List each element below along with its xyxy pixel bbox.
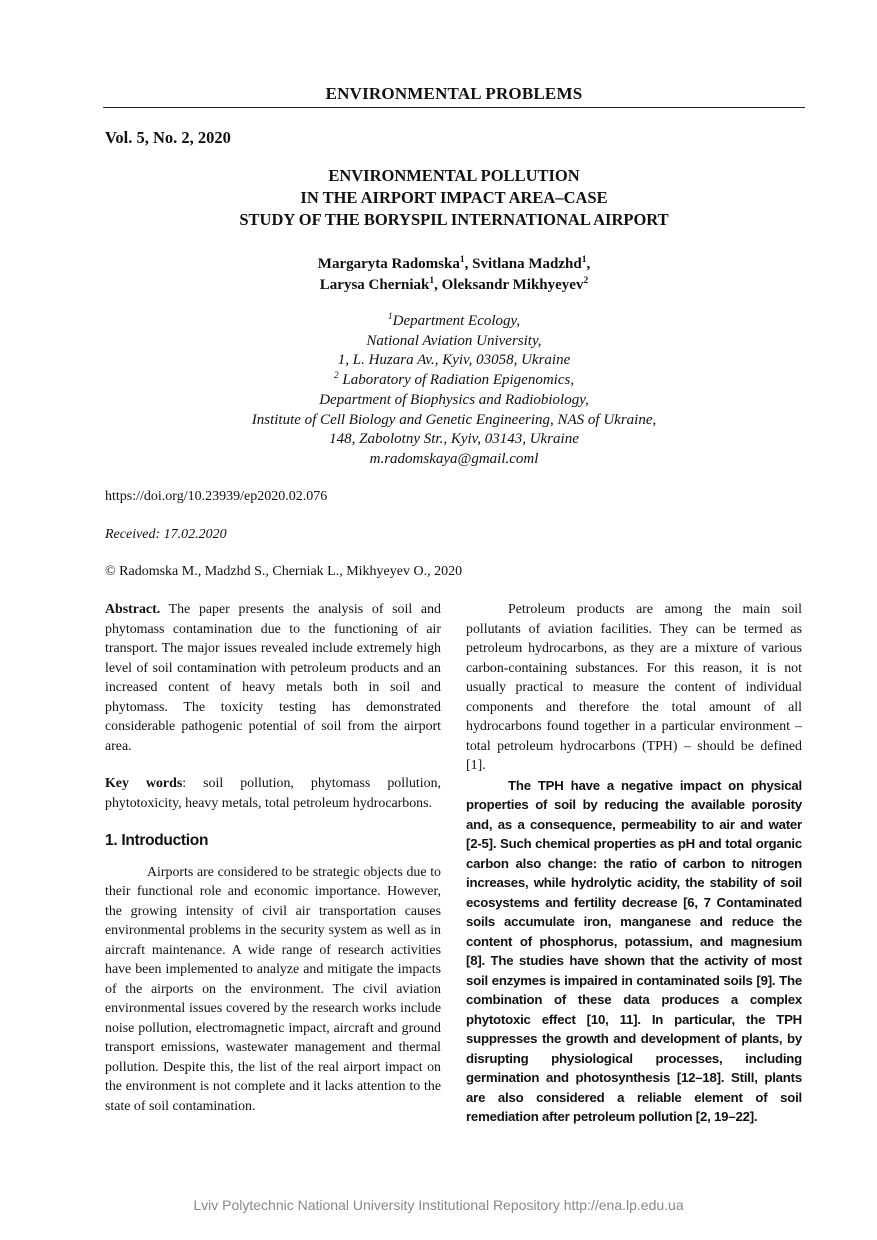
left-column [105, 600, 441, 1116]
affiliation-line: National Aviation University, [366, 332, 542, 349]
author-name: Svitlana Madzhd [472, 256, 582, 272]
paragraph: Petroleum products are among the main soil pollutants of aviation facilities. They can be termed as petroleum hydrocarbons, as they are a mixture of various carbon-containing substances. For this reason, it is not usually practical to measure the content of individual components and therefore the total amount of all hydrocarbons found together in a particular environment – total petroleum hydrocarbons (TPH) – should be defined [1]. [466, 602, 802, 773]
header-rule [103, 107, 805, 108]
paragraph: The TPH have a negative impact on physical properties of soil by reducing the available porosity and, as a consequence, permeability to air and water [2-5]. Such chemical properties as pH and total organic carbon also change: the ratio of carbon to nitrogen increases, while hydrolytic acidity, the stability of soil ecosystems and fertility decrease [6, 7 Contaminated soils accumulate iron, manganese and reduce the content of phosphorus, potassium, and magnesium [8]. The studies have shown that the activity of most soil enzymes is impaired in contaminated soils [9]. The combination of these data produces a complex phytotoxic effect [10, 11]. In particular, the TPH suppresses the growth and development of plants, by disrupting physiological processes, including germination and photosynthesis [12–18]. Still, plants are also considered a reliable element of soil remediation after petroleum pollution [2, 19–22]. [466, 777, 802, 1124]
author-name: Margaryta Radomska [317, 256, 460, 272]
affiliation-marker: 1 [581, 255, 587, 265]
title-line: ENVIRONMENTAL POLLUTION [328, 166, 580, 185]
abstract-label: Abstract. [105, 602, 161, 617]
affiliations [103, 312, 805, 470]
keywords [105, 774, 441, 813]
affiliation-marker: 2 [583, 276, 589, 286]
doi-link[interactable]: https://doi.org/10.23939/ep2020.02.076 [105, 489, 328, 504]
affiliation-marker: 2 [333, 371, 339, 382]
title-line: STUDY OF THE BORYSPIL INTERNATIONAL AIRPORT [239, 210, 669, 229]
author-list: Margaryta Radomska$^1$, Svitlana Madzhd$^1$, Larysa Cherniak$^1$, Oleksandr Mikhyeyev$^2$ [317, 255, 591, 293]
affiliation-marker: 1 [387, 312, 393, 322]
author-name: Oleksandr Mikhyeyev [441, 277, 584, 293]
affiliation-marker: 1 [459, 255, 465, 265]
abstract [105, 600, 441, 756]
contact-email[interactable]: m.radomskaya@gmail.coml [369, 450, 539, 467]
title-line: IN THE AIRPORT IMPACT AREA–CASE [300, 188, 608, 207]
copyright-notice: © Radomska M., Madzhd S., Cherniak L., Mikhyeyev O., 2020 [105, 564, 463, 579]
affiliation-line: Laboratory of Radiation Epigenomics, [338, 372, 575, 389]
repository-footer: Lviv Polytechnic National University Institutional Repository http://ena.lp.edu.ua [193, 1197, 684, 1213]
journal-section-title: ENVIRONMENTAL PROBLEMS [325, 84, 583, 103]
affiliation-line: 1, L. Huzara Av., Kyiv, 03058, Ukraine [337, 352, 571, 369]
abstract-text: The paper presents the analysis of soil and phytomass contamination due to the functioning of air transport. The major issues revealed include extremely high level of soil contamination with petroleum products and an increased content of heavy metals both in soil and phytomass. The toxicity testing has demonstrated considerable pathogenic potential of soil from the airport area. [105, 602, 441, 754]
affiliation-line: 148, Zabolotny Str., Kyiv, 03143, Ukraine [329, 431, 579, 448]
section-heading: 1. Introduction [105, 832, 209, 849]
right-column [466, 600, 802, 1127]
volume-issue: Vol. 5, No. 2, 2020 [105, 128, 231, 147]
article-title [103, 165, 805, 231]
affiliation-line: Institute of Cell Biology and Genetic Engineering, NAS of Ukraine, [251, 411, 657, 428]
received-date: Received: 17.02.2020 [105, 527, 227, 542]
keywords-text: : soil pollution, phytomass pollution, phytotoxicity, heavy metals, total petroleum hydrocarbons. [105, 776, 441, 811]
affiliation-line: Department of Biophysics and Radiobiology, [319, 391, 589, 408]
paragraph: Airports are considered to be strategic objects due to their functional role and economic importance. However, the growing intensity of civil air transportation causes environmental problems in the security system as well as in aircraft maintenance. A wide range of research activities have been implemented to analyze and mitigate the impacts of the airports on the environment. The civil aviation environmental issues covered by the research works include noise pollution, electromagnetic impact, aircraft and ground transport emissions, wastewater management and thermal pollution. Despite this, the list of the real airport impact on the environment is not complete and it lacks attention to the state of soil contamination. [105, 864, 441, 1114]
keywords-label: Key words [105, 776, 183, 791]
affiliation-line: Department Ecology, [392, 313, 521, 329]
author-name: Larysa Cherniak [319, 277, 430, 293]
affiliation-marker: 1 [429, 276, 435, 286]
